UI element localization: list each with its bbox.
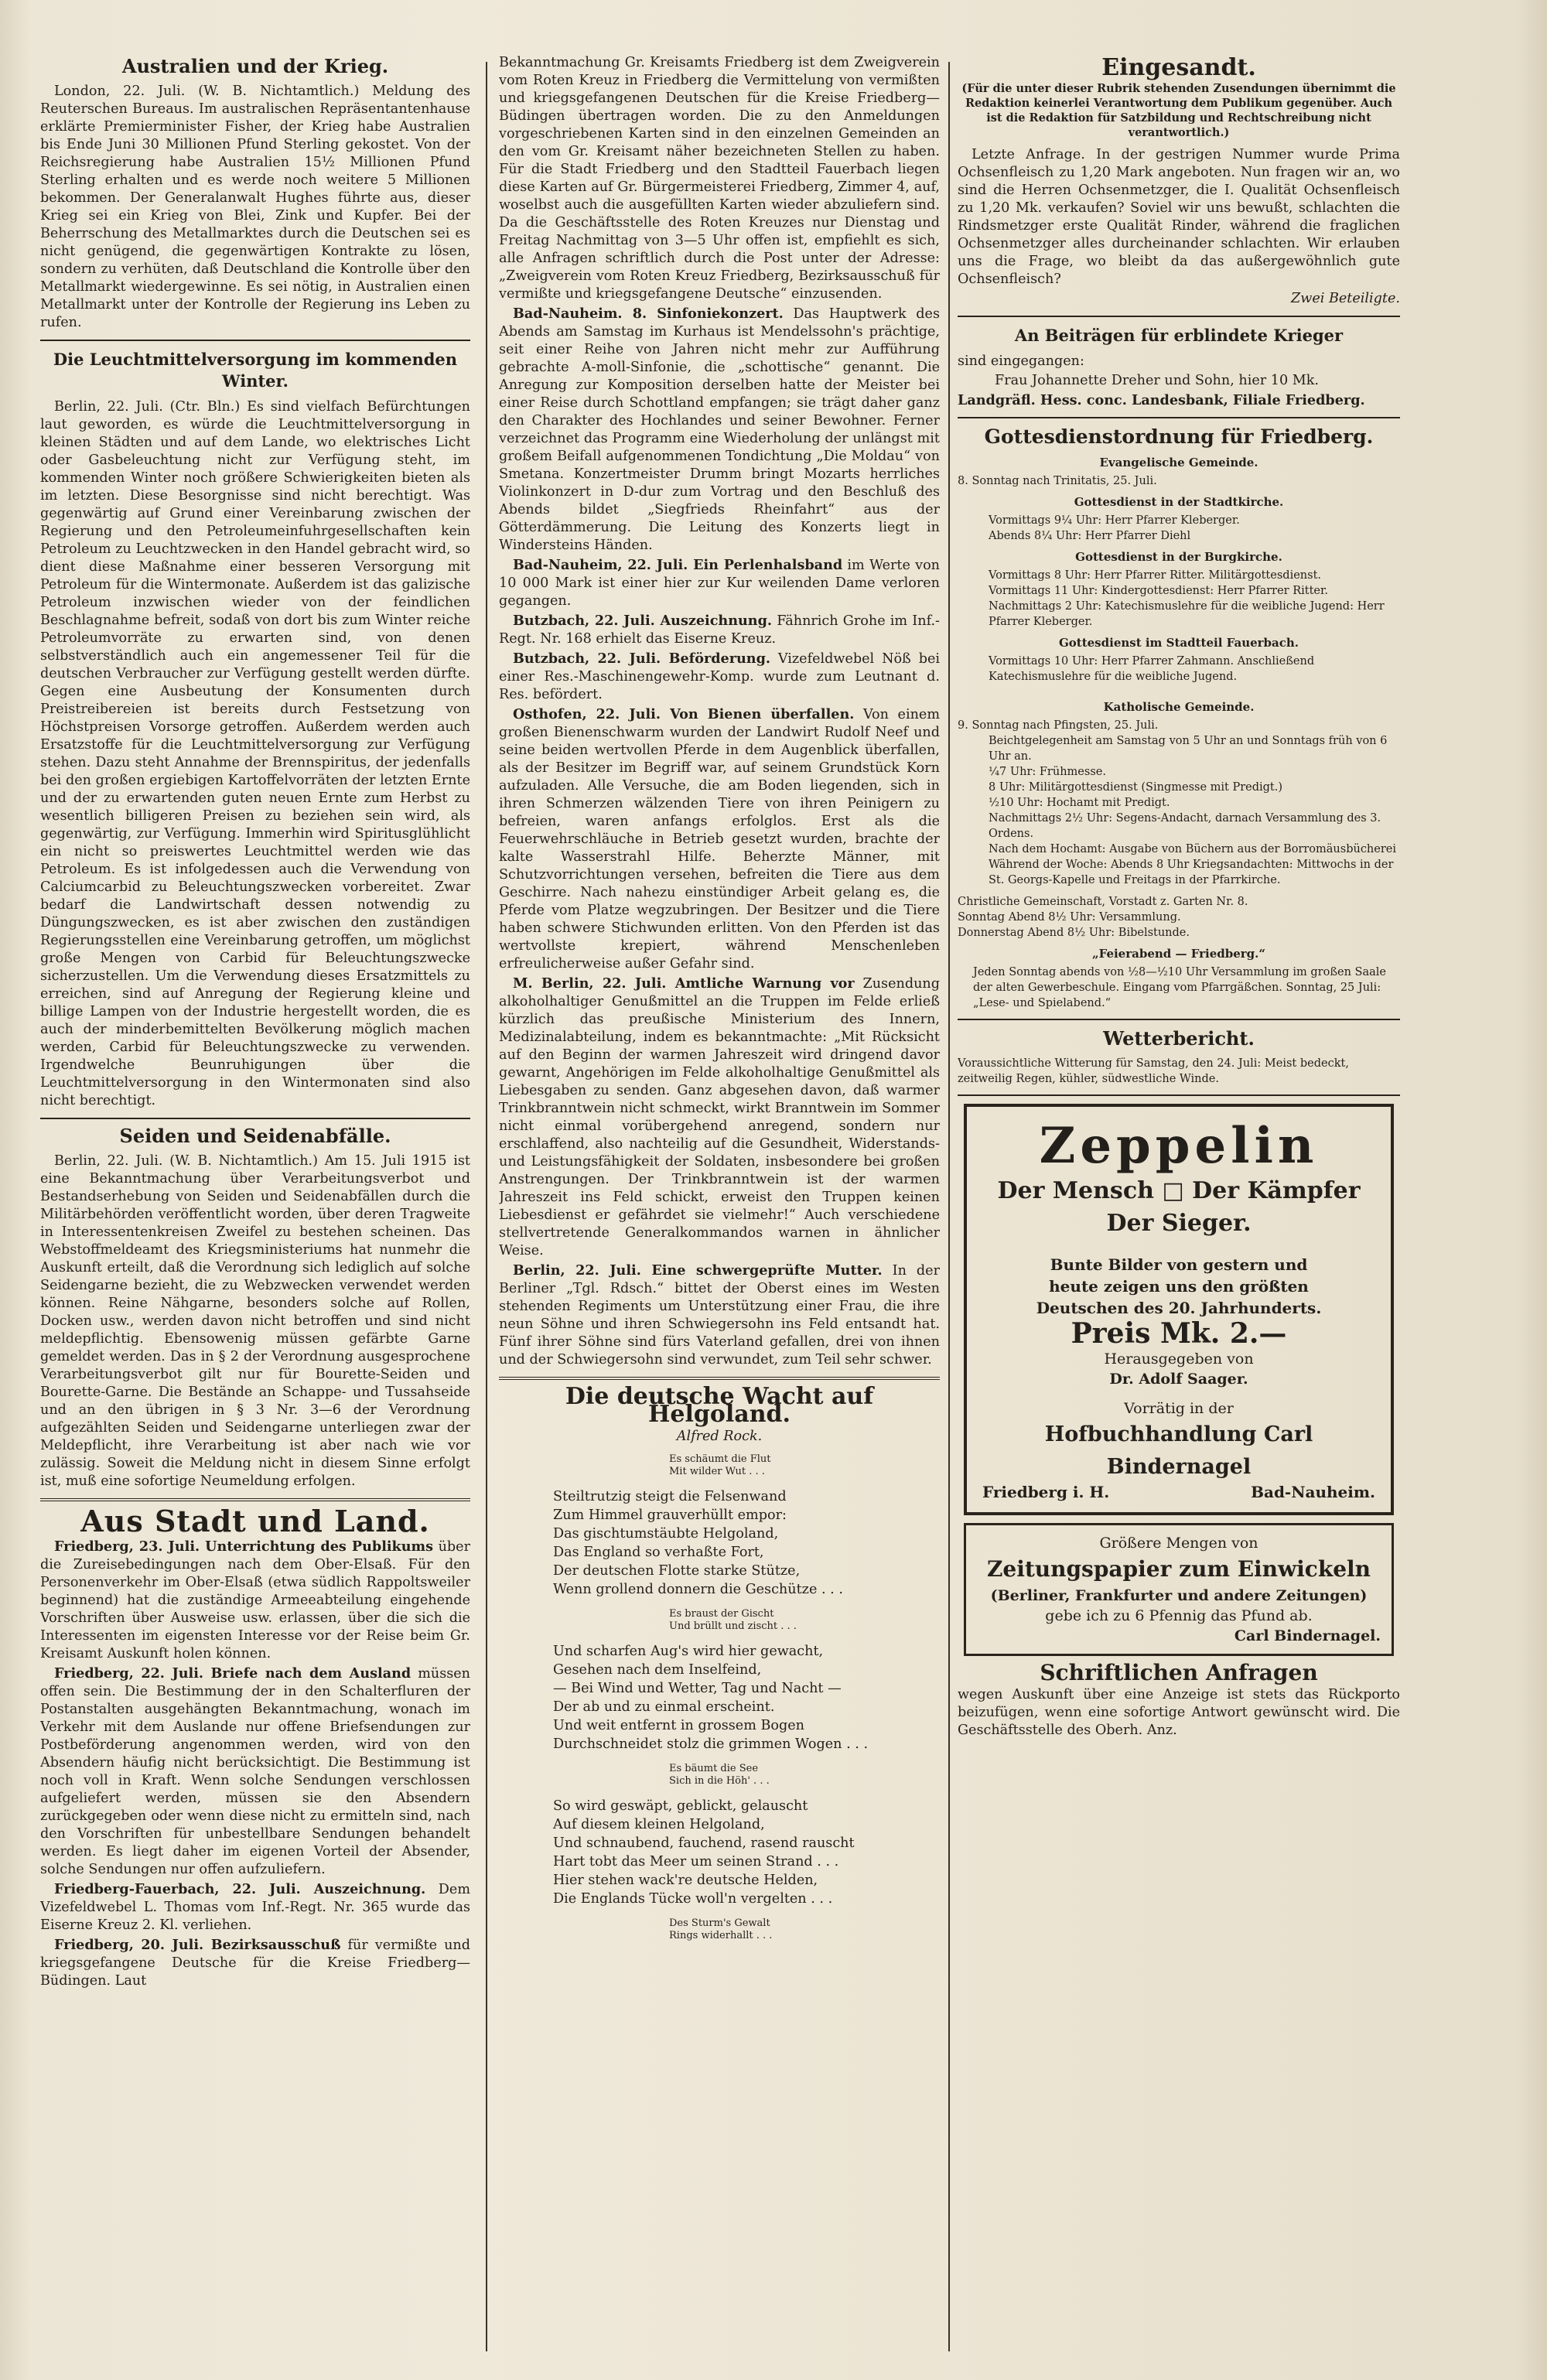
ad-paper-text: Größere Mengen von bbox=[1099, 1535, 1258, 1552]
column-middle bbox=[499, 54, 940, 2367]
divider bbox=[958, 1019, 1400, 1020]
news-item: Osthofen, 22. Juli. Von Bienen überfallen. Von einem großen Bienenschwarm wurden der Landwirt Rudolf Neef und seine beiden wertvollen Pferde in dem Augenblick überfallen, als der Besitzer im Begriff war, auf seinem Grundstück Korn aufzuladen. Alle Versuche, die am Boden liegenden, sich in ihren Schmerzen wälzenden Tiere von ihren Peinigern zu befreien, waren anfangs erfolglos. Erst als die Feuerwehrschläuche in Betrieb gesetzt wurden, brachte der kalte Wasserstrahl Hilfe. Beherzte Männer, mit Schutzvorrichtungen versehen, befreiten die Tiere aus dem Geschirre. Nach nahezu einstündiger Arbeit gelang es, die Pferde vom Platze wegzubringen. Der Besitzer und die Tiere haben schwere Stichwunden erlitten. Von den Pferden ist das wertvollste krepiert, während Menschenleben erfreulicherweise außer Gefahr sind. bbox=[499, 706, 940, 971]
news-item: Friedberg, 22. Juli. Briefe nach dem Ausland müssen offen sein. Die Bestimmung der in den Schalterfluren der Postanstalten ausgehängten Bekanntmachung, wonach im Verkehr mit dem Auslande nur offene Briefsendungen zur Postbeförderung angenommen werden, wird von den Absendern häufig nicht berücksichtigt. Die Bestimmung ist noch voll in Kraft. Wenn solche Sendungen verschlossen aufgeliefert werden, müssen sie den Absendern zurückgegeben oder wenn diese nicht zu ermitteln sind, nach den Vorschriften für unbestellbare Sendungen behandelt werden. Es liegt daher im eigenen Vorteil der Absender, solche Sendungen nur offen aufzuliefern. bbox=[40, 1665, 470, 1877]
church-line: Jeden Sonntag abends von ½8—½10 Uhr Versammlung im großen Saale der alten Gewerbeschule. Eingang vom Pfarrgäßchen. Sonntag, 25 Juli: „Lese- und Spielabend.“ bbox=[973, 966, 1386, 1009]
donations-line: sind eingegangen: bbox=[958, 353, 1084, 369]
article-title-seiden: Seiden und Seidenabfälle. bbox=[119, 1125, 391, 1147]
poem-line: Hart tobt das Meer um seinen Strand . . . bbox=[553, 1854, 839, 1870]
news-item: Friedberg, 20. Juli. Bezirksausschuß für vermißte und kriegsgefangene Deutsche für die Kreise Friedberg—Büdingen. Laut bbox=[40, 1937, 470, 1989]
poem-title: Die deutsche Wacht auf Helgoland. bbox=[565, 1383, 874, 1428]
divider bbox=[40, 1118, 470, 1119]
church-line: ½10 Uhr: Hochamt mit Predigt. bbox=[989, 797, 1170, 809]
poem-line: Das gischtumstäubte Helgoland, bbox=[553, 1526, 779, 1542]
news-item: Friedberg, 23. Juli. Unterrichtung des Publikums über die Zureisebedingungen nach dem Ober-Elsaß. Für den Personenverkehr im Ober-Elsaß (etwa südlich Rappoltsweiler beginnend) hat die zuständige Armeeabteilung eingehende Vorschriften über Ausweise usw. erlassen, über die sich die Interessenten im eigensten Interesse vor der Reise beim Gr. Kreisamt Auskunft holen können. bbox=[40, 1538, 470, 1661]
news-item: Berlin, 22. Juli. Eine schwergeprüfte Mutter. In der Berliner „Tgl. Rdsch.“ bittet der Oberst eines im Westen stehenden Regiments um Unterstützung einer Frau, die ihre neun Söhne und ihren Schwiegersohn ins Feld entsandt hat. Fünf ihrer Söhne sind fürs Vaterland gefallen, drei von ihnen und der Schwiegersohn sind verwundet, zum Teil sehr schwer. bbox=[499, 1262, 940, 1368]
section-title-stadt-land: Aus Stadt und Land. bbox=[80, 1504, 430, 1538]
poem-line: Die Englands Tücke woll'n vergelten . . . bbox=[553, 1891, 833, 1907]
column-rule-right bbox=[948, 62, 950, 2351]
church-line: Vormittags 9¼ Uhr: Herr Pfarrer Kleberger. bbox=[989, 514, 1240, 527]
poem-line: So wird geswäpt, geblickt, gelauscht bbox=[553, 1798, 808, 1814]
editorial-note: (Für die unter dieser Rubrik stehenden Zusendungen übernimmt die Redaktion keinerlei Verantwortung dem Publikum gegenüber. Auch ist die Redaktion für Satzbildung und Rechtschreibung nicht verantwortlich.) bbox=[961, 82, 1396, 139]
church-date: 9. Sonntag nach Pfingsten, 25. Juli. bbox=[958, 719, 1159, 732]
news-item: Butzbach, 22. Juli. Auszeichnung. Fähnrich Grohe im Inf.-Regt. Nr. 168 erhielt das Eiserne Kreuz. bbox=[499, 613, 940, 647]
church-heading: Gottesdienst im Stadtteil Fauerbach. bbox=[1058, 636, 1299, 650]
church-line: Vormittags 11 Uhr: Kindergottesdienst: Herr Pfarrer Ritter. bbox=[989, 585, 1328, 597]
ad-paper-text: (Berliner, Frankfurter und andere Zeitungen) bbox=[990, 1587, 1368, 1604]
church-line: Nach dem Hochamt: Ausgabe von Büchern aus der Borromäusbücherei bbox=[989, 843, 1397, 855]
poem-stanza-3 bbox=[553, 1797, 940, 1908]
poem-line: — Bei Wind und Wetter, Tag und Nacht — bbox=[553, 1681, 842, 1696]
church-line: Vormittags 8 Uhr: Herr Pfarrer Ritter. Militärgottesdienst. bbox=[989, 569, 1322, 582]
divider bbox=[40, 340, 470, 341]
news-item: Butzbach, 22. Juli. Beförderung. Vizefeldwebel Nöß bei einer Res.-Maschinengewehr-Komp. wurde zum Leutnant d. Res. befördert. bbox=[499, 650, 940, 702]
church-line: Christliche Gemeinschaft, Vorstadt z. Garten Nr. 8. bbox=[958, 896, 1248, 908]
church-line: Nachmittags 2 Uhr: Katechismuslehre für die weibliche Jugend: Herr Pfarrer Kleberger. bbox=[989, 600, 1385, 628]
article-title-leuchtmittel: Die Leuchtmittelversorgung im kommenden Winter. bbox=[53, 350, 458, 391]
donations-title: An Beiträgen für erblindete Krieger bbox=[1014, 326, 1344, 345]
divider bbox=[958, 316, 1400, 317]
church-line: 8 Uhr: Militärgottesdienst (Singmesse mit Predigt.) bbox=[989, 781, 1283, 794]
church-heading: Gottesdienst in der Stadtkirche. bbox=[1074, 495, 1284, 509]
poem-line: Und scharfen Aug's wird hier gewacht, bbox=[553, 1644, 824, 1659]
news-item: Bad-Nauheim, 22. Juli. Ein Perlenhalsband im Werte von 10 000 Mark ist einer hier zur Kur weilenden Dame verloren gegangen. bbox=[499, 557, 940, 609]
column-right bbox=[958, 54, 1400, 2367]
ad-paper-text: gebe ich zu 6 Pfennig das Pfund ab. bbox=[1045, 1607, 1313, 1624]
poem-line: Der deutschen Flotte starke Stütze, bbox=[553, 1563, 801, 1579]
poem-line: Das England so verhaßte Fort, bbox=[553, 1545, 764, 1560]
church-heading: Evangelische Gemeinde. bbox=[1099, 456, 1258, 470]
ad-zeppelin-editor: Dr. Adolf Saager. bbox=[1109, 1371, 1248, 1388]
church-line: Sonntag Abend 8½ Uhr: Versammlung. bbox=[958, 911, 1181, 924]
poem-body: Es schäumt die Flut Mit wilder Wut . . . Steiltrutzig steigt die Felsenwand Zum Himmel grauverhüllt empor: Das gischtumstäubte Helgoland, Das England so verhaßte Fort, Der deutschen Flotte starke Stütze, Wenn grollend donnern die Geschütze . . . Es braust der Gischt Und brüllt und zischt . . . Und scharfen Aug's wird hier gewacht, Gesehen nach dem Inselfeind, — Bei Wind und Wetter, Tag und Nacht — Der ab und zu einmal erscheint. Und weit entfernt in grossem Bogen Durchschneidet stolz die grimmen Wogen . . . Es bäumt die See Sich in die Höh' . . . So wird geswäpt, geblickt, gelauscht Auf diesem kleinen Helgoland, Und schnaubend, fauchend, rasend rauscht Hart tobt das Meer um seinen Strand . . . Hier stehen wack're deutsche Helden, Die Englands Tücke woll'n vergelten . . . Des Sturm's Gewalt Rings widerhallt . . . bbox=[553, 1453, 940, 1942]
church-line: Während der Woche: Abends 8 Uhr Kriegsandachten: Mittwochs in der St. Georgs-Kapelle und Freitags in der Pfarrkirche. bbox=[989, 859, 1394, 886]
divider bbox=[958, 417, 1400, 418]
church-line: Abends 8¼ Uhr: Herr Pfarrer Diehl bbox=[989, 530, 1191, 542]
ad-zeppelin-subtitle: Der Sieger. bbox=[1106, 1210, 1252, 1237]
article-text-leuchtmittel: Berlin, 22. Juli. (Ctr. Bln.) Es sind vielfach Befürchtungen laut geworden, es würde die Leuchtmittelversorgung in kleinen Städten und auf dem Lande, wo elektrisches Licht oder Gasbeleuchtung nicht zur Verfügung steht, im kommenden Winter noch größere Schwierigkeiten bieten als im letzten. Diese Besorgnisse sind nicht berechtigt. Was gegenwärtig auf Grund einer Vereinbarung zwischen der Regierung und den Petroleumeinfuhrgesellschaften kein Petroleum zu Leuchtzwecken in den Handel gebracht wird, so dient diese Maßnahme einer besseren Versorgung mit Petroleum für die Wintermonate. Außerdem ist das galizische Petroleum inzwischen wieder von der feindlichen Beschlagnahme befreit, sodaß von dort bis zum Winter reiche Petroleumvorräte zu erwarten sind, von denen selbstverständlich auch ein angemessener Teil für die deutschen Verbraucher zur Verfügung gestellt werden dürfte. Gegen eine Ausbeutung der Konsumenten durch Preistreibereien ist bereits durch Festsetzung von Höchstpreisen Vorsorge getroffen. Außerdem werden auch Ersatzstoffe für die Leuchtmittelversorgung zur Verfügung stehen. Dazu steht Annahme der Brennspiritus, der jedenfalls bei den großen ergiebigen Kartoffelvorräten der letzten Ernte und der zu erwartenden guten neuen Ernte zum Herbst zu wesentlich billigeren Preisen zu beziehen sein wird, als gegenwärtig, zur Verfügung. Immerhin wird Spiritusglühlicht ein nicht so preiswertes Leuchtmittel werden wie das Petroleum. Es ist infolgedessen auch die Verwendung von Calciumcarbid zu Beleuchtungszwecken vorbereitet. Zwar bedarf die Landwirtschaft dessen notwendig zu Düngungszwecken, es ist aber zwischen den zuständigen Regierungsstellen eine Vereinbarung getroffen, um möglichst große Mengen von Carbid für Beleuchtungszwecke sicherzustellen. Um die Verwendung dieses Ersatzmittels zu erreichen, sind auf Anregung der Regierung kleine und billige Lampen von der Industrie hergestellt worden, die es auch der minderbemittelten Bevölkerung möglich machen werden, Carbid für Beleuchtungszwecke zu verwenden. Irgendwelche Beunruhigungen über die Leuchtmittelversorgung in den Wintermonaten sind also nicht berechtigt. bbox=[40, 399, 470, 1108]
ad-zeppelin-text: Bunte Bilder von gestern und bbox=[1050, 1255, 1308, 1274]
advertisement-zeppelin bbox=[964, 1104, 1394, 1515]
article-title-australien: Australien und der Krieg. bbox=[121, 55, 389, 77]
ad-zeppelin-text: heute zeigen uns den größten bbox=[1049, 1277, 1309, 1296]
weather-title: Wetterbericht. bbox=[1103, 1027, 1255, 1050]
poem-line: Gesehen nach dem Inselfeind, bbox=[553, 1662, 762, 1678]
church-heading: Katholische Gemeinde. bbox=[1103, 700, 1255, 714]
news-item: M. Berlin, 22. Juli. Amtliche Warnung vor Zusendung alkoholhaltiger Genußmittel an die Truppen im Felde erließ kürzlich das preußische Ministerium des Innern, Medizinalabteilung, indem es bekanntmachte: „Mit Rücksicht auf den Beginn der warmen Jahreszeit wird dringend davor gewarnt, Angehörigen im Felde alkoholhaltige Genußmittel als Liebesgaben zu senden. Ganz abgesehen davon, daß warmer Trinkbranntwein nicht schmeckt, wirkt Branntwein im Sommer nicht einmal vorübergehend anregend, sondern nur erschlaffend, also nachteilig auf die Gesundheit, Widerstands- und Leistungsfähigkeit der Soldaten, insbesondere bei großen Anstrengungen. Der Trinkbranntwein ist der warmen Jahreszeit ins Feld schickt, erweist den Truppen keinen Liebesdienst er gefährdet sie vielmehr!“ Auch verschiedene stellvertretende Generalkommandos warnen in ähnlicher Weise. bbox=[499, 975, 940, 1258]
news-item: Bad-Nauheim. 8. Sinfoniekonzert. Das Hauptwerk des Abends am Samstag im Kurhaus ist Mendelssohn's prächtige, seit einer Reihe von Jahren nicht mehr zur Aufführung gebrachte A-moll-Sinfonie, die „schottische“ genannt. Die Anregung zur Komposition derselben hatte der Meister bei einer Reise durch Schottland empfangen; sie trägt daher ganz den Charakter des Hochlandes und seiner Bewohner. Ferner verzeichnet das Programm eine Wiederholung der unlängst mit großem Beifall aufgenommenen Tondichtung „Die Moldau“ von Smetana. Konzertmeister Drumm bringt Mozarts herrliches Violinkonzert in D-dur zum Vortrag und den Beschluß des Abends bildet „Siegfrieds Rheinfahrt“ aus der Götterdämmerung. Die Leitung des Konzerts liegt in Windersteins Händen. bbox=[499, 306, 940, 553]
poem-stanza-2 bbox=[553, 1642, 940, 1753]
letter-text: Letzte Anfrage. In der gestrigen Nummer wurde Prima Ochsenfleisch zu 1,20 Mark angeboten. Nun fragen wir an, wo sind die Herren Ochsenmetzger, die I. Qualität Ochsenfleisch zu 1,20 Mk. verkaufen? Soviel wir uns bewußt, schlachten die Rindsmetzger erste Qualität Rinder, während die fraglichen Ochsenmetzger alles durcheinander schlachten. Wir erlauben uns die Frage, wo bleibt da das außergewöhnlich gute Ochsenfleisch? bbox=[958, 147, 1400, 287]
church-line: ¼7 Uhr: Frühmesse. bbox=[989, 766, 1106, 778]
weather-text: Voraussichtliche Witterung für Samstag, den 24. Juli: Meist bedeckt, zeitweilig Regen, kühler, südwestliche Winde. bbox=[958, 1057, 1349, 1085]
poem-author: Alfred Rock. bbox=[676, 1429, 763, 1444]
article-text-australien: London, 22. Juli. (W. B. Nichtamtlich.) Meldung des Reuterschen Bureaus. Im australischen Repräsentantenhause erklärte Premierminister Fisher, der Krieg habe Australien bis Ende Juni 30 Millionen Pfund Sterling gekostet. Von der Reichsregierung habe Australien 15½ Millionen Pfund Sterling erhalten und es werde noch weitere 5 Millionen bekommen. Der Generalanwalt Hughes führte aus, dieser Krieg sei ein Krieg von Blei, Zink und Kupfer. Bei der Beherrschung des Metallmarktes durch die Deutschen sei es nicht genügend, die gegenwärtigen Kontrakte zu lösen, sondern zu verhüten, daß Deutschland die Kontrolle über den Metallmarkt wiedergewinne. Es sei nötig, in Australien einen Metallmarkt unter der Kontrolle der Regierung ins Leben zu rufen. bbox=[40, 84, 470, 330]
church-line: Beichtgelegenheit am Samstag von 5 Uhr an und Sonntags früh von 6 Uhr an. bbox=[989, 735, 1388, 763]
church-line: Vormittags 10 Uhr: Herr Pfarrer Zahmann. Anschließend Katechismuslehre für die weibliche Jugend. bbox=[989, 655, 1315, 683]
poem-line: Hier stehen wack're deutsche Helden, bbox=[553, 1873, 818, 1888]
church-heading: Gottesdienst in der Burgkirche. bbox=[1075, 550, 1282, 564]
ad-zeppelin-text: Vorrätig in der bbox=[1124, 1400, 1234, 1417]
ad-zeppelin-price: Preis Mk. 2.— bbox=[1071, 1317, 1287, 1350]
ad-zeppelin-cities: Friedberg i. H. Bad-Nauheim. bbox=[982, 1483, 1375, 1501]
poem-line: Und weit entfernt in grossem Bogen bbox=[553, 1718, 805, 1733]
church-line: Donnerstag Abend 8½ Uhr: Bibelstunde. bbox=[958, 927, 1190, 939]
ad-zeppelin-shop: Hofbuchhandlung Carl Bindernagel bbox=[1044, 1422, 1313, 1479]
advertisement-zeitungspapier bbox=[964, 1523, 1394, 1656]
divider bbox=[958, 1094, 1400, 1096]
poem-line: Zum Himmel grauverhüllt empor: bbox=[553, 1508, 787, 1523]
poem-line: Und schnaubend, fauchend, rasend rauscht bbox=[553, 1835, 855, 1851]
church-heading: „Feierabend — Friedberg.“ bbox=[1091, 947, 1266, 961]
poem-line: Steiltrutzig steigt die Felsenwand bbox=[553, 1489, 787, 1504]
letter-signature: Zwei Beteiligte. bbox=[1291, 291, 1400, 306]
news-item-continued: Bekanntmachung Gr. Kreisamts Friedberg ist dem Zweigverein vom Roten Kreuz in Friedberg die Vermittelung von vermißten und kriegsgefangenen Deutschen für die Kreise Friedberg—Büdingen übertragen worden. Die zu den Anmeldungen vorgeschriebenen Karten sind in den einzelnen Gemeinden an den vom Gr. Kreisamt näher bezeichneten Stellen zu haben. Für die Stadt Friedberg und den Stadtteil Fauerbach liegen diese Karten auf Gr. Bürgermeisterei Friedberg, Zimmer 4, auf, woselbst auch die ausgefüllten Karten wieder abzuliefern sind. Da die Geschäftsstelle des Roten Kreuzes nur Dienstag und Freitag Nachmittag von 3—5 Uhr offen ist, empfiehlt es sich, alle Anfragen schriftlich durch die Post unter der Adresse: „Zweigverein vom Roten Kreuz Friedberg, Bezirksausschuß für vermißte und kriegsgefangene Deutsche“ einzusenden. bbox=[499, 55, 940, 302]
church-line: Nachmittags 2½ Uhr: Segens-Andacht, darnach Versammlung des 3. Ordens. bbox=[989, 812, 1381, 840]
poem-stanza-1 bbox=[553, 1487, 940, 1599]
poem-line: Wenn grollend donnern die Geschütze . . . bbox=[553, 1582, 843, 1597]
church-schedule-title: Gottesdienstordnung für Friedberg. bbox=[984, 425, 1374, 448]
donations-line: Frau Johannette Dreher und Sohn, hier 10 Mk. bbox=[995, 373, 1320, 388]
ad-paper-signature: Carl Bindernagel. bbox=[1234, 1627, 1381, 1644]
ad-zeppelin-subtitle: Der Mensch □ Der Kämpfer bbox=[997, 1177, 1361, 1204]
ad-zeppelin-text: Deutschen des 20. Jahrhunderts. bbox=[1036, 1299, 1322, 1317]
section-title-eingesandt: Eingesandt. bbox=[1101, 54, 1256, 81]
donations-line: Landgräfl. Hess. conc. Landesbank, Filiale Friedberg. bbox=[958, 392, 1365, 408]
church-date: 8. Sonntag nach Trinitatis, 25. Juli. bbox=[958, 475, 1157, 487]
column-rule-left bbox=[486, 62, 487, 2351]
news-item: Friedberg-Fauerbach, 22. Juli. Auszeichnung. Dem Vizefeldwebel L. Thomas vom Inf.-Regt. Nr. 365 wurde das Eiserne Kreuz 2. Kl. verliehen. bbox=[40, 1881, 470, 1933]
poem-line: Durchschneidet stolz die grimmen Wogen . . . bbox=[553, 1736, 869, 1752]
poem-line: Der ab und zu einmal erscheint. bbox=[553, 1699, 775, 1715]
ad-zeppelin-text: Herausgegeben von bbox=[1104, 1350, 1254, 1368]
divider bbox=[40, 1498, 470, 1501]
inquiries-title: Schriftlichen Anfragen bbox=[1040, 1660, 1318, 1685]
divider bbox=[499, 1377, 940, 1380]
column-left bbox=[40, 54, 470, 2367]
ad-zeppelin-title: Zeppelin bbox=[1039, 1117, 1319, 1175]
article-text-seiden: Berlin, 22. Juli. (W. B. Nichtamtlich.) Am 15. Juli 1915 ist eine Bekanntmachung über Verarbeitungsverbot und Bestandserhebung von Seiden und Seidenabfällen durch die Militärbehörden veröffentlicht worden, über deren Tragweite in Interessentenkreisen Zweifel zu bestehen scheinen. Das Webstoffmeldeamt des Kriegsministeriums hat nunmehr die Auskunft erteilt, daß die Verordnung sich lediglich auf solche Seidengarne bezieht, die zu Webzwecken verwendet werden können. Reine Nähgarne, besonders solche auf Rollen, Docken usw., werden davon nicht betroffen und sind nicht meldepflichtig. Ebensowenig müssen gefärbte Garne gemeldet werden. Das in § 2 der Verordnung ausgesprochene Verarbeitungsverbot gilt nur für Bourette-Seiden und Bourette-Garne. Die Bestände an Schappe- und Tussahseide und an den übrigen in § 3 Nr. 3—6 der Verordnung aufgezählten Seiden und Seidengarne unterliegen zwar der Meldepflicht, ihre Verarbeitung ist aber nach wie vor zulässig. Soweit die Meldung nicht in diesem Sinne erfolgt ist, muß eine sofortige Neumeldung erfolgen. bbox=[40, 1153, 470, 1489]
inquiries-text: wegen Auskunft über eine Anzeige ist stets das Rückporto beizufügen, wenn eine sofortige Antwort gewünscht wird. Die Geschäftsstelle des Oberh. Anz. bbox=[958, 1687, 1400, 1738]
poem-line: Auf diesem kleinen Helgoland, bbox=[553, 1817, 765, 1832]
ad-paper-title: Zeitungspapier zum Einwickeln bbox=[986, 1556, 1371, 1582]
